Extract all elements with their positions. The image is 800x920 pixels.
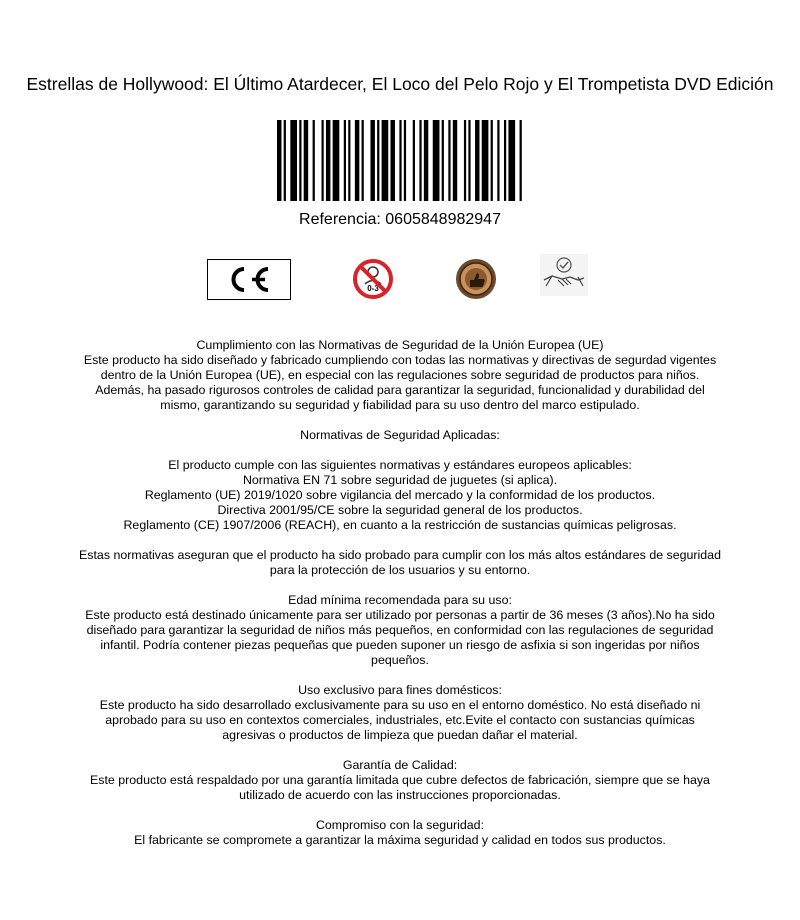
reference-number: Referencia: 0605848982947 xyxy=(299,211,501,228)
paragraph-text: El fabricante se compromete a garantizar la máxima seguridad y calidad en todos sus productos. xyxy=(134,833,666,847)
info-paragraph xyxy=(78,338,722,413)
paragraph-text: Reglamento (UE) 2019/1020 sobre vigilancia del mercado y la conformidad de los productos. xyxy=(144,488,656,502)
info-paragraph xyxy=(78,428,722,443)
quality-seal-icon xyxy=(455,258,497,300)
paragraph-text: Directiva 2001/95/CE sobre la seguridad general de los productos. xyxy=(217,503,583,517)
barcode-icon xyxy=(277,120,524,201)
paragraph-text: Este producto ha sido desarrollado exclusivamente para su uso en el entorno doméstico. No está diseñado ni aprobado para su uso en contextos comerciales, industriales, etc.Evite el contacto con sustancias químicas agresivas o productos de limpieza que puedan dañar el material. xyxy=(99,698,701,742)
info-paragraph xyxy=(78,818,722,848)
ce-mark-icon xyxy=(207,259,291,300)
paragraph-text: Normativa EN 71 sobre seguridad de juguetes (si aplica). xyxy=(242,473,558,487)
paragraph-text: Este producto está destinado únicamente para ser utilizado por personas a partir de 36 meses (3 años).No ha sido diseñado para garantizar la seguridad de niños más pequeños, en conformidad con las regulaciones de seguridad infantil. Podría contener piezas pequeñas que pueden suponer un riesgo de asfixia si son ingeridas por niños pequeños. xyxy=(85,608,715,667)
paragraph-text: Estas normativas aseguran que el producto ha sido probado para cumplir con los más altos estándares de seguridad para la protección de los usuarios y su entorno. xyxy=(79,548,721,577)
info-paragraph xyxy=(78,758,722,803)
paragraph-text: Reglamento (CE) 1907/2006 (REACH), en cuanto a la restricción de sustancias químicas peligrosas. xyxy=(123,518,677,532)
certification-icons xyxy=(0,252,800,304)
paragraph-heading: Cumplimiento con las Normativas de Seguridad de la Unión Europea (UE) xyxy=(196,338,604,352)
paragraph-text: Normativas de Seguridad Aplicadas: xyxy=(300,428,500,442)
paragraph-text: Este producto ha sido diseñado y fabricado cumpliendo con todas las normativas y directivas de segurdad vigentes dentro de la Unión Europea (UE), en especial con las regulaciones sobre seguridad de productos para niños. Además, ha pasado rigurosos controles de calidad para garantizar la seguridad, funcionalidad y durabilidad del mismo, garantizando su seguridad y fiabilidad para su uso dentro del marco estipulado. xyxy=(83,353,717,412)
svg-text:0-3: 0-3 xyxy=(367,284,379,293)
paragraph-heading: Garantía de Calidad: xyxy=(342,758,458,772)
paragraph-heading: Uso exclusivo para fines domésticos: xyxy=(298,683,502,697)
paragraph-heading: El producto cumple con las siguientes normativas y estándares europeos aplicables: xyxy=(168,458,632,472)
info-paragraph xyxy=(78,548,722,578)
info-paragraph xyxy=(78,593,722,668)
handshake-check-icon xyxy=(540,254,588,296)
safety-information xyxy=(78,338,722,863)
paragraph-heading: Compromiso con la seguridad: xyxy=(315,818,485,832)
paragraph-heading: Edad mínima recomendada para su uso: xyxy=(288,593,512,607)
paragraph-text: Este producto está respaldado por una garantía limitada que cubre defectos de fabricación, siempre que se haya utilizado de acuerdo con las instrucciones proporcionadas. xyxy=(90,773,710,802)
not-for-under-3-icon xyxy=(352,258,394,300)
info-paragraph xyxy=(78,683,722,743)
info-paragraph xyxy=(78,458,722,533)
product-title: Estrellas de Hollywood: El Último Atardecer, El Loco del Pelo Rojo y El Trompetista DVD Edición xyxy=(26,74,774,94)
